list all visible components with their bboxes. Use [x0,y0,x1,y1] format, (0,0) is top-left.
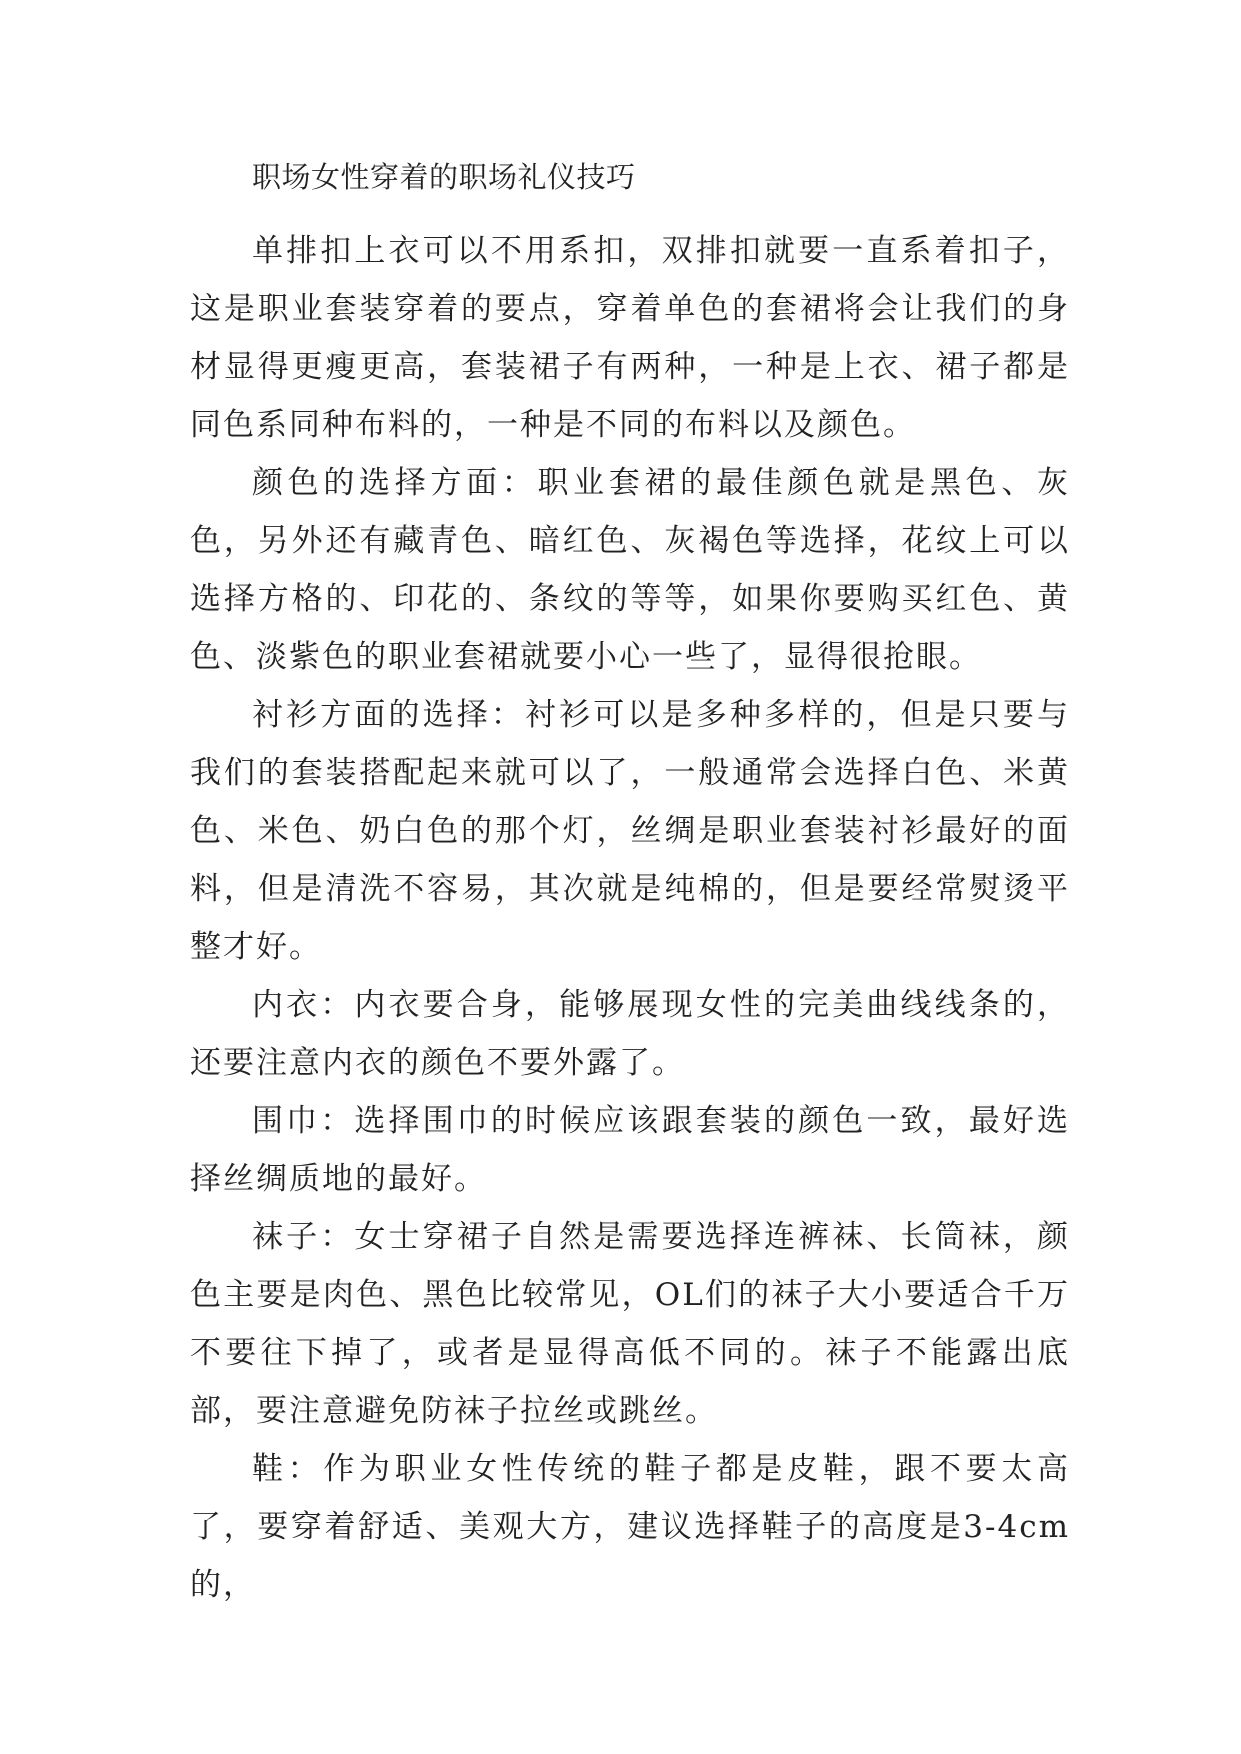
paragraph-suit-buttons: 单排扣上衣可以不用系扣，双排扣就要一直系着扣子，这是职业套装穿着的要点，穿着单色的套裙将会让我们的身材显得更瘦更高，套装裙子有两种，一种是上衣、裙子都是同色系同种布料的，一种是不同的布料以及颜色。 [190,233,1070,443]
document-title: 职场女性穿着的职场礼仪技巧 [252,160,636,194]
paragraph-color-choice: 颜色的选择方面：职业套裙的最佳颜色就是黑色、灰色，另外还有藏青色、暗红色、灰褐色等选择，花纹上可以选择方格的、印花的、条纹的等等，如果你要购买红色、黄色、淡紫色的职业套裙就要小心一些了，显得很抢眼。 [190,465,1070,675]
paragraph-stockings: 袜子：女士穿裙子自然是需要选择连裤袜、长筒袜，颜色主要是肉色、黑色比较常见，OL们的袜子大小要适合千万不要往下掉了，或者是显得高低不同的。袜子不能露出底部，要注意避免防袜子拉丝或跳丝。 [190,1219,1070,1429]
document-page [190,162,1070,1614]
paragraph-underwear: 内衣：内衣要合身，能够展现女性的完美曲线线条的，还要注意内衣的颜色不要外露了。 [190,987,1070,1081]
paragraph-shoes: 鞋：作为职业女性传统的鞋子都是皮鞋，跟不要太高了，要穿着舒适、美观大方，建议选择鞋子的高度是3-4cm的， [190,1451,1070,1603]
paragraph-shirt-choice: 衬衫方面的选择：衬衫可以是多种多样的，但是只要与我们的套装搭配起来就可以了，一般通常会选择白色、米黄色、米色、奶白色的那个灯，丝绸是职业套装衬衫最好的面料，但是清洗不容易，其次就是纯棉的，但是要经常熨烫平整才好。 [190,697,1070,965]
paragraph-scarf: 围巾：选择围巾的时候应该跟套装的颜色一致，最好选择丝绸质地的最好。 [190,1103,1070,1197]
